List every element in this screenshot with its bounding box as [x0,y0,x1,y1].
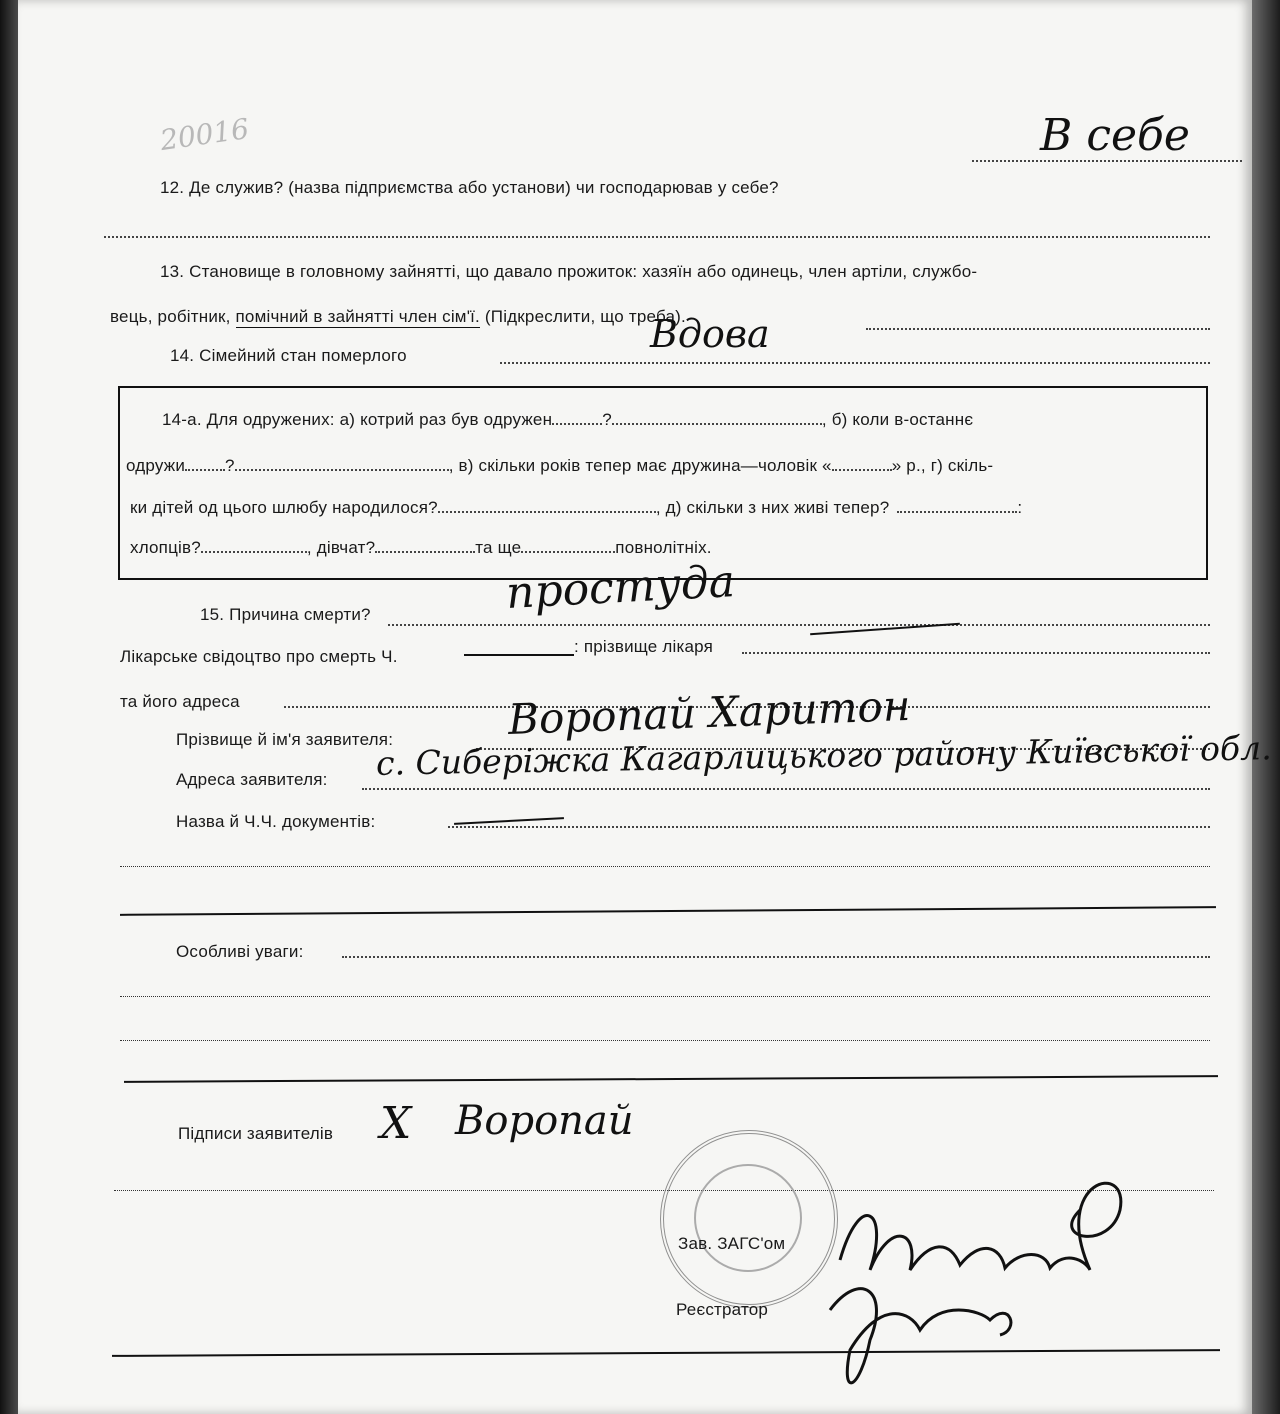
q14a-boys-field[interactable] [201,551,307,553]
doctor-name-field[interactable] [742,652,1210,654]
applicant-signature-mark: Х [380,1098,412,1149]
q14a-boys-label: хлопців? [130,538,201,557]
applicant-name-label: Прізвище й ім'я заявителя: [176,730,394,749]
q14-field[interactable] [500,362,1210,364]
q14a-alive-field[interactable] [897,511,1017,513]
applicant-signature: Воропай [455,1098,634,1144]
q15-answer: простуда [504,556,737,619]
q14a-spouse-age-label: , в) скільки років тепер має дружина—чоловік « [448,456,832,475]
q14a-spouse-age-field[interactable] [832,469,892,471]
q14a-date-field-2[interactable] [235,469,449,471]
q14a-when-label: , б) коли в-останнє [821,410,974,429]
registrar-label: Реєстратор [676,1300,769,1319]
pencil-archive-number: 20016 [158,111,251,158]
q14a-adult-label: повнолітніх. [615,538,712,557]
medical-certificate-label: Лікарське свідоцтво про смерть Ч. [120,647,398,666]
q12-continuation-line [104,236,1210,238]
q14a-times-field-2[interactable] [612,423,822,425]
q14a-q-mark-2: ? [225,456,235,475]
doctor-name-label: : прізвище лікаря [574,637,714,656]
applicant-address: с. Сиберіжка Кагарлицького району Київської обл. [375,728,1272,783]
q14a-married-label: одружи [126,456,186,475]
q14a-children-born-field[interactable] [438,511,656,513]
q12-label: 12. Де служив? (назва підприємства або установи) чи господарював у себе? [160,178,779,197]
applicant-address-label: Адреса заявителя: [176,770,328,789]
q14a-date-field[interactable] [185,469,225,471]
q14-answer: Вдова [650,312,770,356]
doctor-address-label: та його адреса [120,692,240,711]
applicant-signatures-label: Підписи заявителів [178,1124,334,1143]
q13-instruction: (Підкреслити, що треба). [484,307,686,326]
q14a-line2 [126,456,993,476]
q14a-line3 [130,498,1022,518]
q14a-alive-label: , д) скільки з них живі тепер? [655,498,890,517]
q13-line2 [110,307,686,327]
q14a-adult-field[interactable] [521,551,615,553]
documents-label: Назва й Ч.Ч. документів: [176,812,376,831]
q14a-girls-field[interactable] [375,551,475,553]
zags-head-signature [800,1150,1220,1410]
q14a-line1 [162,410,973,430]
q12-answer: В себе [1040,110,1190,161]
q14-label: 14. Сімейний стан померлого [170,346,407,365]
q13-line1: 13. Становище в головному зайнятті, що давало прожиток: хазяїн або одинець, член артіли, службо- [160,262,978,281]
q13-option-text: вець, робітник, [110,307,231,326]
q14a-line4 [130,538,712,558]
notes-line-3 [120,1040,1210,1041]
notes-label: Особливі уваги: [176,942,304,961]
documents-line-2 [120,866,1210,867]
documents-field[interactable] [448,826,1210,828]
q14a-plus-label: та ще [475,538,522,557]
q14a-times-married-label: 14-а. Для одружених: а) котрий раз був одружен [162,410,553,429]
q14a-q-mark: ? [602,410,612,429]
medical-certificate-field[interactable] [464,654,574,656]
notes-field[interactable] [342,956,1210,958]
q13-field[interactable] [866,328,1210,330]
binding-edge [0,0,18,1414]
notes-line-2 [120,996,1210,997]
q14a-girls-label: , дівчат? [306,538,376,557]
applicant-address-field[interactable] [362,788,1210,790]
q14a-children-born-label: ки дітей од цього шлюбу народилося? [130,498,438,517]
q15-field[interactable] [388,624,1210,626]
q14a-children-label: » р., г) скіль- [891,456,994,475]
applicant-name: Воропай Харитон [507,680,912,745]
q14a-colon: : [1017,498,1023,517]
stamp-inner-ring [694,1164,802,1272]
zags-head-label: Зав. ЗАГС'ом [678,1234,786,1253]
page-shadow-edge [1252,0,1280,1414]
q14a-times-field[interactable] [552,423,602,425]
q13-selected-option: помічний в зайнятті член сім'ї. [235,307,480,326]
q15-label: 15. Причина смерти? [200,605,371,624]
